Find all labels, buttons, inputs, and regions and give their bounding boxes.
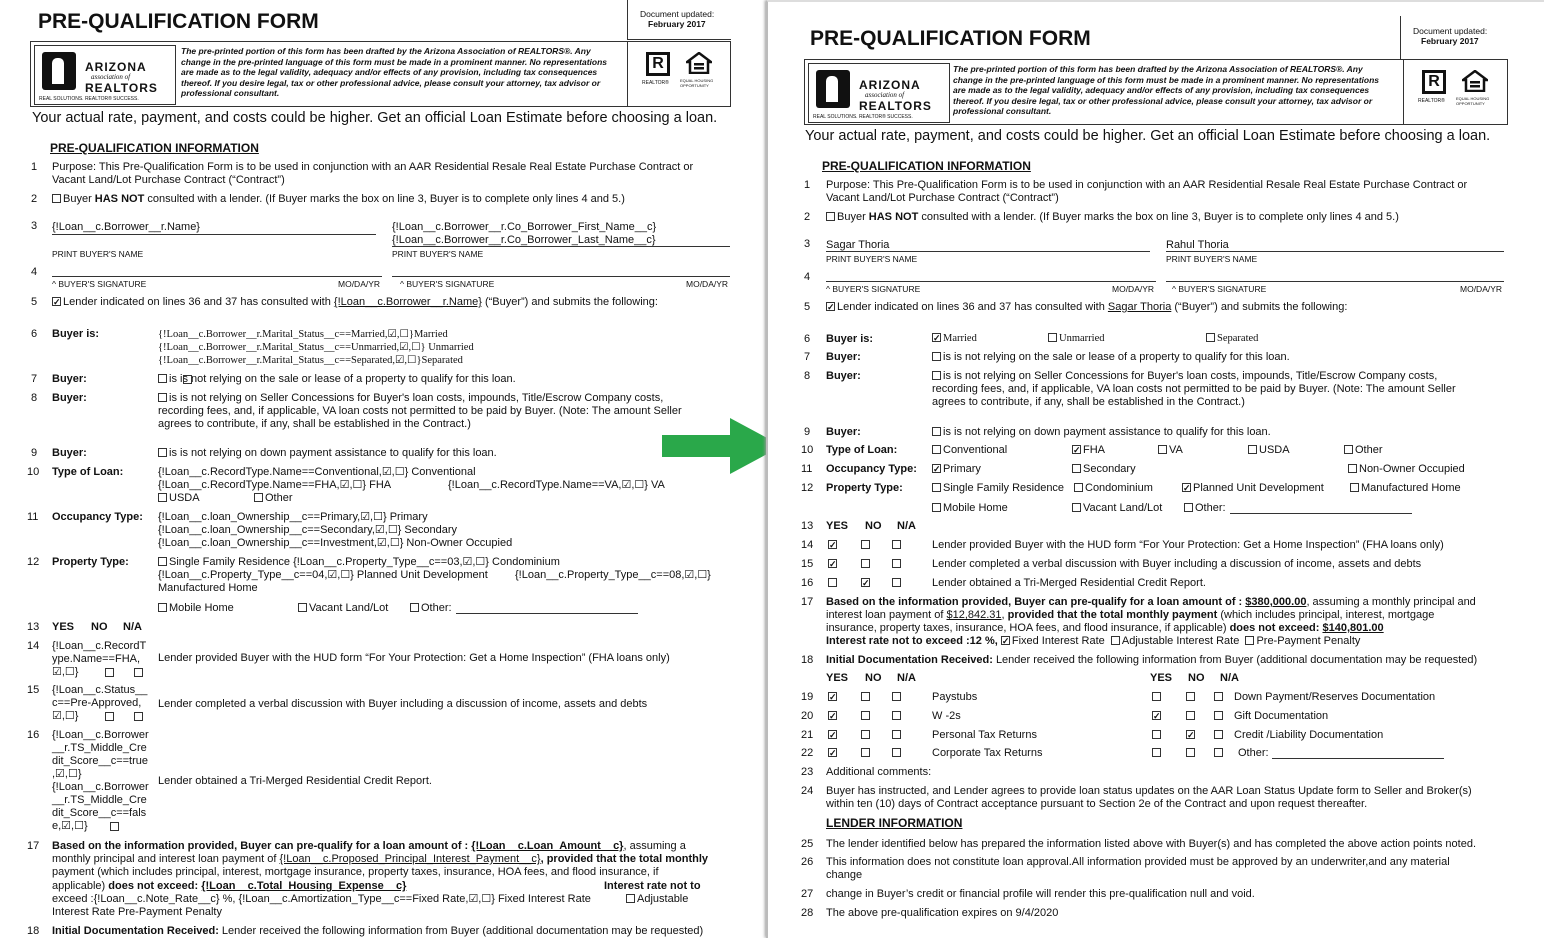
loan-estimate-notice: Your actual rate, payment, and costs could be higher. Get an official Loan Estimate before choosing a loan.: [32, 110, 718, 126]
checkbox-has-not-consulted-filled[interactable]: [826, 212, 835, 221]
checkbox-l15-na[interactable]: [134, 712, 143, 721]
checkbox-primary[interactable]: [932, 464, 941, 473]
marital-separated-merge: {!Loan__c.Borrower__r.Marital_Status__c==Separated,☑,☐}Separated: [158, 355, 463, 366]
checkbox-l7-is[interactable]: [158, 374, 167, 383]
checkbox-l8-is[interactable]: [158, 393, 167, 402]
checkbox-other-filled[interactable]: [1344, 445, 1353, 454]
checkbox[interactable]: [828, 730, 837, 739]
checkbox-adjustable-left[interactable]: [626, 894, 635, 903]
checkbox[interactable]: [892, 559, 901, 568]
header-box: [30, 41, 731, 107]
checkbox-pud[interactable]: [1182, 483, 1191, 492]
lender-info-heading: LENDER INFORMATION: [826, 816, 963, 830]
checkbox[interactable]: [861, 540, 870, 549]
checkbox-secondary[interactable]: [1072, 464, 1081, 473]
arizona-realtors-logo: ARIZONA association of REALTORS REAL SOLUTIONS. REALTOR® SUCCESS.: [34, 45, 176, 105]
buyer2-last-name-field[interactable]: {!Loan__c.Borrower__r.Co_Borrower_Last_Name__c}: [392, 234, 656, 246]
checkbox-separated[interactable]: [1206, 333, 1215, 342]
equal-housing-icon: [686, 52, 712, 74]
marital-married-merge: {!Loan__c.Borrower__r.Marital_Status__c==Married,☑,☐}Married: [158, 329, 448, 340]
doc-updated-date: February 2017: [648, 19, 706, 29]
checkbox-condo[interactable]: [1074, 483, 1083, 492]
buyer1-name-field[interactable]: {!Loan__c.Borrower__r.Name}: [52, 221, 200, 233]
line1-purpose: Purpose: This Pre-Qualification Form is to be used in conjunction with an AAR Residential Resale Real Estate Purchase Contract or: [52, 161, 694, 173]
checkbox-conventional[interactable]: [932, 445, 941, 454]
realtor-r-icon: R: [646, 52, 670, 76]
checkbox[interactable]: [1152, 748, 1161, 757]
buyer1-name-value[interactable]: Sagar Thoria: [826, 239, 890, 251]
form-title: PRE-QUALIFICATION FORM: [38, 10, 319, 33]
checkbox-prepayment[interactable]: [1245, 636, 1254, 645]
checkbox-married[interactable]: [932, 333, 941, 342]
brand-marks: R REALTOR® EQUAL HOUSING OPPORTUNITY: [627, 42, 731, 106]
checkbox[interactable]: [828, 711, 837, 720]
checkbox-l14-na[interactable]: [134, 668, 143, 677]
checkbox[interactable]: [1214, 711, 1223, 720]
checkbox[interactable]: [892, 730, 901, 739]
form-title-filled: PRE-QUALIFICATION FORM: [810, 27, 1091, 50]
checkbox-other-loan[interactable]: [254, 493, 263, 502]
checkbox[interactable]: [932, 371, 941, 380]
checkbox[interactable]: [861, 730, 870, 739]
arizona-realtors-logo-filled: ARIZONA association of REALTORS REAL SOLUTIONS. REALTOR® SUCCESS.: [808, 63, 950, 123]
checkbox[interactable]: [861, 692, 870, 701]
checkbox-usda[interactable]: [158, 493, 167, 502]
line5-lender-consulted: ✓ Lender indicated on lines 36 and 37 has consulted with {!Loan__c.Borrower__r.Name} (“Buyer”) and submits the following:: [52, 296, 658, 309]
checkbox[interactable]: [932, 352, 941, 361]
checkbox-l16-no-filled[interactable]: [861, 578, 870, 587]
checkbox[interactable]: [828, 578, 837, 587]
checkbox[interactable]: [1186, 711, 1195, 720]
checkbox[interactable]: [861, 711, 870, 720]
checkbox[interactable]: [1152, 711, 1161, 720]
checkbox-mobile-filled[interactable]: [932, 503, 941, 512]
checkbox[interactable]: [1214, 730, 1223, 739]
checkbox[interactable]: [892, 748, 901, 757]
checkbox-l14-yes-filled[interactable]: [828, 540, 837, 549]
checkbox-other-prop[interactable]: [410, 603, 419, 612]
buyer2-name-value[interactable]: Rahul Thoria: [1166, 239, 1229, 251]
checkbox-other-prop-filled[interactable]: [1184, 503, 1193, 512]
checkbox-fixed-rate[interactable]: [1001, 636, 1010, 645]
green-arrow-icon: [662, 418, 782, 474]
checkbox[interactable]: [1152, 730, 1161, 739]
checkbox-fha[interactable]: [1072, 445, 1081, 454]
checkbox-lender-consulted-filled[interactable]: [826, 302, 835, 311]
checkbox-l16-na[interactable]: [110, 822, 119, 831]
checkbox-has-not-consulted[interactable]: [52, 194, 61, 203]
checkbox[interactable]: [892, 711, 901, 720]
realtor-r-icon: R: [1422, 70, 1446, 94]
checkbox[interactable]: [861, 748, 870, 757]
checkbox[interactable]: [1186, 730, 1195, 739]
checkbox[interactable]: [1214, 692, 1223, 701]
checkbox[interactable]: [1186, 748, 1195, 757]
checkbox[interactable]: [932, 427, 941, 436]
checkbox-usda-filled[interactable]: [1248, 445, 1257, 454]
checkbox[interactable]: [892, 692, 901, 701]
doc-updated-box: [627, 0, 731, 40]
checkbox-l7-isnot[interactable]: [183, 375, 192, 384]
checkbox-lender-consulted[interactable]: [52, 297, 61, 306]
buyer2-first-name-field[interactable]: {!Loan__c.Borrower__r.Co_Borrower_First_Name__c}: [392, 221, 657, 233]
checkbox-unmarried[interactable]: [1048, 333, 1057, 342]
checkbox[interactable]: [1214, 748, 1223, 757]
checkbox-l9-is[interactable]: [158, 448, 167, 457]
checkbox-sfr-filled[interactable]: [932, 483, 941, 492]
checkbox-manufactured[interactable]: [1350, 483, 1359, 492]
marital-unmarried-merge: {!Loan__c.Borrower__r.Marital_Status__c==Unmarried,☑,☐} Unmarried: [158, 342, 474, 353]
checkbox[interactable]: [828, 692, 837, 701]
checkbox-non-owner[interactable]: [1348, 464, 1357, 473]
checkbox-va[interactable]: [1158, 445, 1167, 454]
checkbox-sfr[interactable]: [158, 557, 167, 566]
checkbox-vacant-land[interactable]: [298, 603, 307, 612]
disclaimer-text: The pre-printed portion of this form has been drafted by the Arizona Association of REALTORS®. Any change in the pre-printed language of this form must be made in a prominent manner. No representations are made as to the legal validity, adequacy and/or effects of any provision, including tax consequences thereof. If you desire legal, tax or other professional advice, please consult your attorney, tax advisor or professional consultant.: [181, 46, 608, 98]
checkbox[interactable]: [861, 559, 870, 568]
checkbox[interactable]: [1152, 692, 1161, 701]
section-prequal-heading: PRE-QUALIFICATION INFORMATION: [50, 141, 259, 155]
equal-housing-icon: [1462, 70, 1488, 92]
checkbox[interactable]: [828, 748, 837, 757]
doc-updated-label: Document updated:: [640, 9, 715, 19]
checkbox-l14-no[interactable]: [105, 668, 114, 677]
checkbox-vacant-filled[interactable]: [1072, 503, 1081, 512]
template-document: PRE-QUALIFICATION FORM Document updated: February 2017 ARIZONA association of REALTORS REAL SOLUTIONS. REALTOR® SUCCESS. The pre-printed portion of this form has been drafted by the Arizona Association of REALTORS®. Any change in the pre-printed language of this form must be made in a prominent manner. No representations are made as to the legal validity, adequacy and/or effects of any provision, including tax consequences thereof. If you desire legal, tax or other professional advice, please consult your attorney, tax advisor or professional consultant. R REALTOR® EQUAL HOUSING OPPORTUNITY Your actual rate, payment, and costs could be higher. Get an official Loan Estimate before choosing a loan. PRE-QUALIFICATION INFORMATION 1 Purpose: This Pre-Qualification Form is to be used in conjunction with an AAR Residential Resale Real Estate Purchase Contract or Vacant Land/Lot Purchase Contract (“Contract”) 2 Buyer HAS NOT consulted with a lender. (If Buyer marks the box on line 3, Buyer is to complete only lines 4 and 5.) 3 {!Loan__c.Borrower__r.Name} {!Loan__c.Borrower__r.Co_Borrower_First_Name__c} {!Loan__c.Borrower__r.Co_Borrower_Last_Name__c} PRINT BUYER'S NAME PRINT BUYER'S NAME 4 ^ BUYER'S SIGNATURE MO/DA/YR ^ BUYER'S SIGNATURE MO/DA/YR 5 ✓ Lender indicated on lines 36 and 37 has consulted with {!Loan__c.Borrower__r.Name} (“Buyer”) and submits the following: 6 Buyer is: {!Loan__c.Borrower__r.Marital_Status__c==Married,☑,☐}Married {!Loan__c.Borrower__r.Marital_Status__c==Unmarried,☑,☐} Unmarried {!Loan__c.Borrower__r.Marital_Status__c==Separated,☑,☐}Separated 7 Buyer: is is not relying on the sale or lease of a property to qualify for this loan. 8 Buyer: is is not relying on Seller Concessions for Buyer's loan costs, impounds, Title/Escrow Company costs, recording fees, and, if applicable, VA loan costs not permitted to be paid by Buyer. (Note: The amount Seller agrees to contribute, if any, shall be established in the Contract.) 9 Buyer: is is not relying on down payment assistance to qualify for this loan. 10 Type of Loan: {!Loan__c.RecordType.Name==Conventional,☑,☐} Conventional {!Loan__c.RecordType.Name==FHA,☑,☐} FHA {!Loan__c.RecordType.Name==VA,☑,☐} VA USDA Other 11 Occupancy Type: {!Loan__c.loan_Ownership__c==Primary,☑,☐} Primary {!Loan__c.loan_Ownership__c==Secondary,☑,☐} Secondary {!Loan__c.loan_Ownership__c==Investment,☑,☐} Non-Owner Occupied 12 Property Type: Single Family Residence {!Loan__c.Property_Type__c==03,☑,☐} Condominium {!Loan__c.Property_Type__c==04,☑,☐} Planned Unit Development {!Loan__c.Property_Type__c==08,☑,☐} Manufactured Home Mobile Home Vacant Land/Lot Other: 13 YES NO N/A 14 {!Loan__c.RecordT ype.Name==FHA, ☑,☐} Lender provided Buyer with the HUD form “For Your Protection: Get a Home Inspection” (FHA loans only) 15 {!Loan__c.Status__ c==Pre-Approved, ☑,☐} Lender completed a verbal discussion with Buyer including a discussion of income, assets and debts 16 {!Loan__c.Borrower __r.TS_Middle_Cre dit_Score__c==true ,☑,☐} {!Loan__c.Borrower __r.TS_Middle_Cre dit_Score__c==fals e,☑,☐} Lender obtained a Tri-Merged Residential Credit Report. 17 Based on the information provided, Buyer can pre-qualify for a loan amount of : {!Loan__c.Loan_Amount__c}, assuming a monthly principal and interest loan payment of {!Loan__c.Proposed_Principal_Interest_Payment__c}, provided that the total monthly payment (which includes principal, interest, mortgage insurance, property taxes, insurance, HOA fees, and flood insurance, if applicable) does not exceed: {!Loan__c.Total_Housing_Expense__c} Interest rate not to exceed :{!Loan__c.Note_Rate__c} %, {!Loan__c.Amortization_Type__c==Fixed Rate,☑,☐} Fixed Interest Rate Adjustable Interest Rate Pre-Payment Penalty 18 Initial Documentation Received: Lender received the following information from Buyer (additional documentation may be requested): [0, 0, 762, 938]
checkbox[interactable]: [892, 578, 901, 587]
checkbox[interactable]: [1186, 692, 1195, 701]
filled-document: PRE-QUALIFICATION FORM Document updated: February 2017 ARIZONA association of REALTORS REAL SOLUTIONS. REALTOR® SUCCESS. The pre-printed portion of this form has been drafted by the Arizona Association of REALTORS®. Any change in the pre-printed language of this form must be made in a prominent manner. No representations are made as to the legal validity, adequacy and/or effects of any provision, including tax consequences thereof. If you desire legal, tax or other professional advice, please consult your attorney, tax advisor or professional consultant. R REALTOR® EQUAL HOUSING OPPORTUNITY Your actual rate, payment, and costs could be higher. Get an official Loan Estimate before choosing a loan. PRE-QUALIFICATION INFORMATION 1 Purpose: This Pre-Qualification Form is to be used in conjunction with an AAR Residential Resale Real Estate Purchase Contract or Vacant Land/Lot Purchase Contract (“Contract”) 2 Buyer HAS NOT consulted with a lender. (If Buyer marks the box on line 3, Buyer is to complete only lines 4 and 5.) 3 Sagar Thoria Rahul Thoria PRINT BUYER'S NAME PRINT BUYER'S NAME 4 ^ BUYER'S SIGNATURE MO/DA/YR ^ BUYER'S SIGNATURE MO/DA/YR 5 ✓ Lender indicated on lines 36 and 37 has consulted with Sagar Thoria (“Buyer”) and submits the following: 6 Buyer is: ✓ Married Unmarried Separated 7 Buyer: is is not relying on the sale or lease of a property to qualify for this loan. 8 Buyer: is is not relying on Seller Concessions for Buyer's loan costs, impounds, Title/Escrow Company costs, recording fees, and, if applicable, VA loan costs not permitted to be paid by Buyer. (Note: The amount Seller agrees to contribute, if any, shall be established in the Contract.) 9 Buyer: is is not relying on down payment assistance to qualify for this loan. 10 Type of Loan: Conventional ✓ FHA VA USDA Other 11 Occupancy Type: ✓ Primary Secondary Non-Owner Occupied 12 Property Type: Single Family Residence Condominium ✓ Planned Unit Development Manufactured Home Mobile Home Vacant Land/Lot Other: 13 YES NO N/A 14 ✓ Lender provided Buyer with the HUD form “For Your Protection: Get a Home Inspection” (FHA loans only) 15 ✓ Lender completed a verbal discussion with Buyer including a discussion of income, assets and debts 16 ✓ Lender obtained a Tri-Merged Residential Credit Report. 17 Based on the information provided, Buyer can pre-qualify for a loan amount of : $380,000.00, assuming a monthly principal and interest loan payment of $12,842.31, provided that the total monthly payment (which includes principal, interest, mortgage insurance, property taxes, insurance, HOA fees, and flood insurance, if applicable) does not exceed: $140,801.00 Interest rate not to exceed :12 %, ✓Fixed Interest Rate Adjustable Interest Rate Pre-Payment Penalty 18 Initial Documentation Received: Lender received the following information from Buyer (additional documentation may be requested) YES NO N/A YES NO N/A 19 ✓ Paystubs Down Payment/Reserves Documentation 20 ✓ W -2s ✓ Gift Documentation 21 ✓ Personal Tax Returns ✓ Credit /Liability Documentation 22 ✓ Corporate Tax Returns Other: 23 Additional comments: 24 Buyer has instructed, and Lender agrees to provide loan status updates on the AAR Loan Status Update form to Seller and Broker(s) within ten (10) days of Contract acceptance pursuant to Section 2e of the Contract and upon request thereafter. LENDER INFORMATION 25 The lender identified below has prepared the information listed above with Buyer(s) and has completed the above action points noted. 26 This information does not constitute loan approval.All information provided must be approved by an underwriter,and any material change 27 change in Buyer’s credit or financial profile will render this pre-qualification null and void. 28 The above pre-qualification expires on 9/4/2020: [766, 0, 1544, 938]
checkbox-mobile-home[interactable]: [158, 603, 167, 612]
checkbox-adjustable-rate[interactable]: [1111, 636, 1120, 645]
line2-no-lender: Buyer HAS NOT consulted with a lender. (If Buyer marks the box on line 3, Buyer is to complete only lines 4 and 5.): [52, 193, 625, 206]
checkbox-l15-yes-filled[interactable]: [828, 559, 837, 568]
checkbox[interactable]: [892, 540, 901, 549]
checkbox-l15-no[interactable]: [105, 712, 114, 721]
